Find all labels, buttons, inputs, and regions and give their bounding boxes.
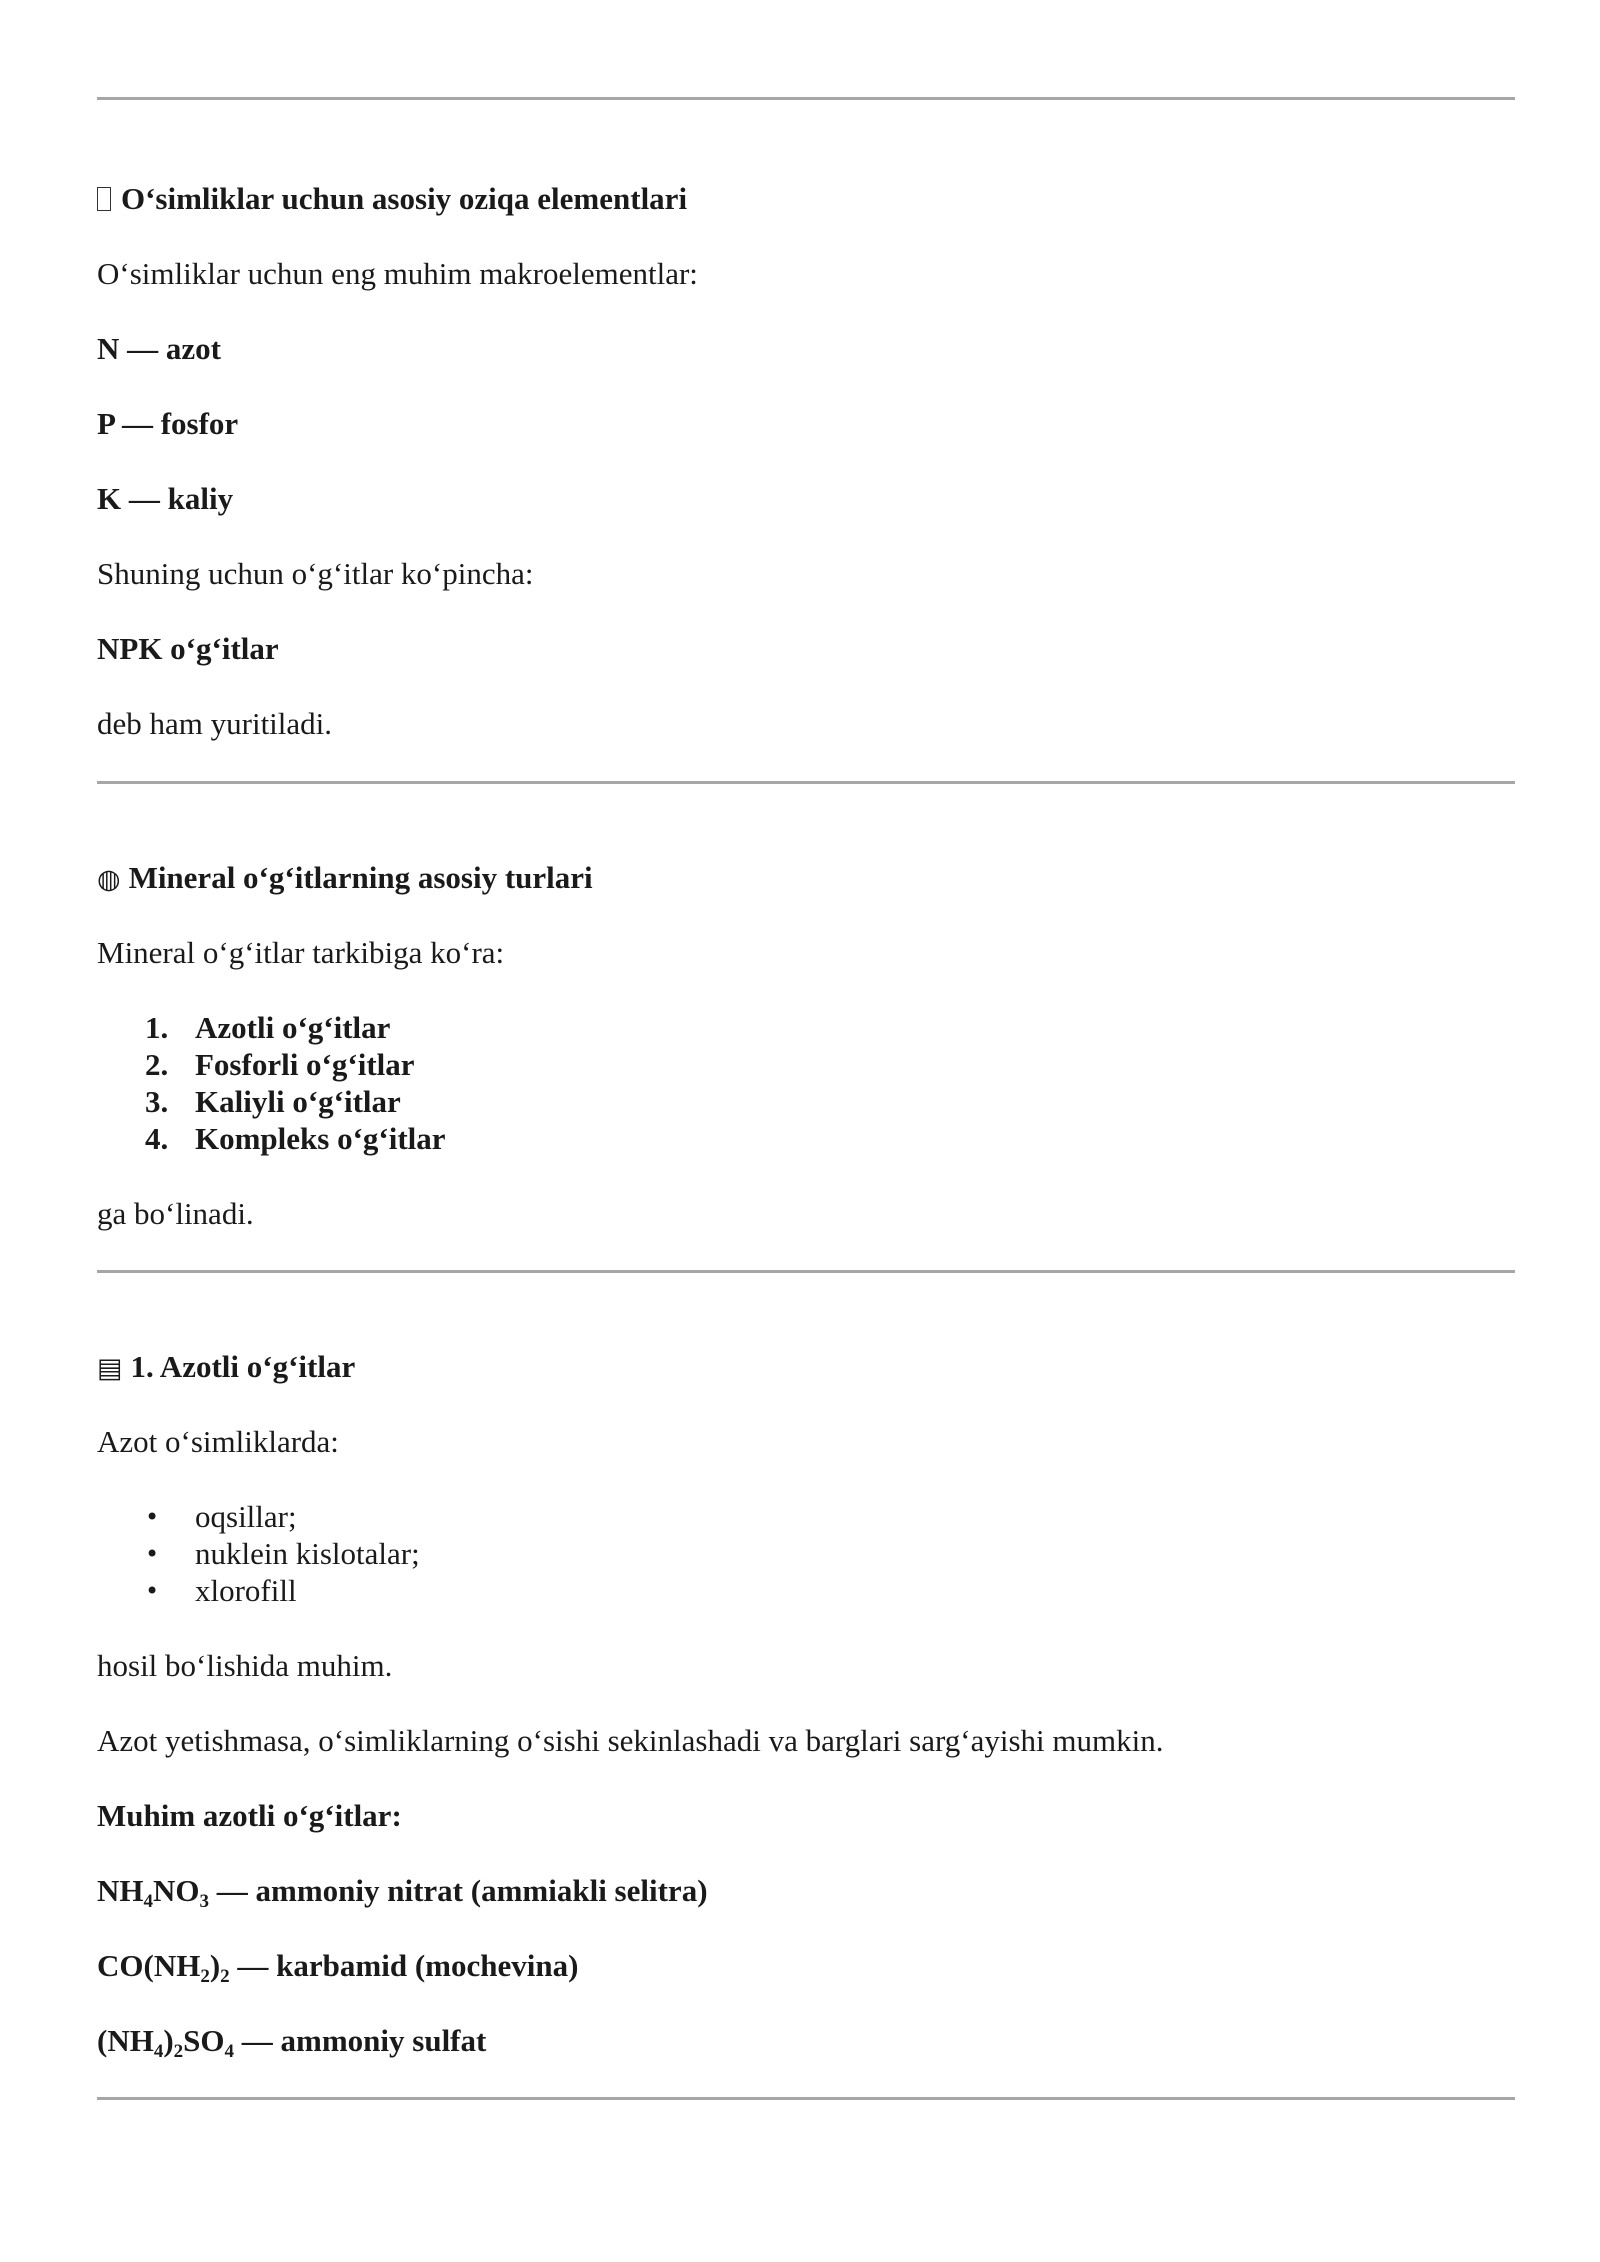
yetishmasa-text: Azot yetishmasa, o‘simliklarning o‘sishi sekinlashadi va barglari sarg‘ayishi mumkin. xyxy=(97,1723,1164,1758)
bullet-icon: • xyxy=(145,1540,160,1568)
horizontal-rule xyxy=(97,97,1515,100)
bullet-icon: • xyxy=(145,1577,160,1605)
deb-text: deb ham yuritiladi. xyxy=(97,706,333,741)
mineral-intro: Mineral o‘g‘itlar tarkibiga ko‘ra: xyxy=(97,935,505,970)
section-heading-mineral-types: ◍ Mineral o‘g‘itlarning asosiy turlari xyxy=(97,860,593,898)
element-nitrogen: N — azot xyxy=(97,331,221,366)
mineral-outro: ga bo‘linadi. xyxy=(97,1196,254,1231)
section-heading-nutrients: O‘simliklar uchun asosiy oziqa elementlari xyxy=(97,181,687,217)
hosil-text: hosil bo‘lishida muhim. xyxy=(97,1648,393,1683)
striped-square-icon: ▤ xyxy=(97,1353,123,1384)
missing-glyph-icon xyxy=(97,187,111,211)
formula-ammonium-sulfate: $(NH_4)_2SO_4$ — ammoniy sulfat xyxy=(97,2023,487,2062)
horizontal-rule xyxy=(97,781,1515,784)
nutrients-intro: O‘simliklar uchun eng muhim makroelementlar: xyxy=(97,256,698,291)
formula-carbamide: $CO(NH_2)_2$ — karbamid (mochevina) xyxy=(97,1948,579,1987)
element-phosphorus: P — fosfor xyxy=(97,406,239,441)
important-fertilizers-label: Muhim azotli o‘g‘itlar: xyxy=(97,1798,402,1833)
nitrogen-intro: Azot o‘simliklarda: xyxy=(97,1424,339,1459)
section-heading-nitrogen-fertilizers: ▤ 1. Azotli o‘g‘itlar xyxy=(97,1349,355,1387)
bullet-icon: • xyxy=(145,1503,160,1531)
element-potassium: K — kaliy xyxy=(97,481,234,516)
horizontal-rule xyxy=(97,1270,1515,1273)
hatched-circle-icon: ◍ xyxy=(97,864,121,895)
formula-ammonium-nitrate: $NH_4NO_3$ — ammoniy nitrat (ammiakli selitra) xyxy=(97,1873,708,1912)
horizontal-rule xyxy=(97,2097,1515,2100)
npk-text: NPK o‘g‘itlar xyxy=(97,631,279,666)
shuning-text: Shuning uchun o‘g‘itlar ko‘pincha: xyxy=(97,556,534,591)
